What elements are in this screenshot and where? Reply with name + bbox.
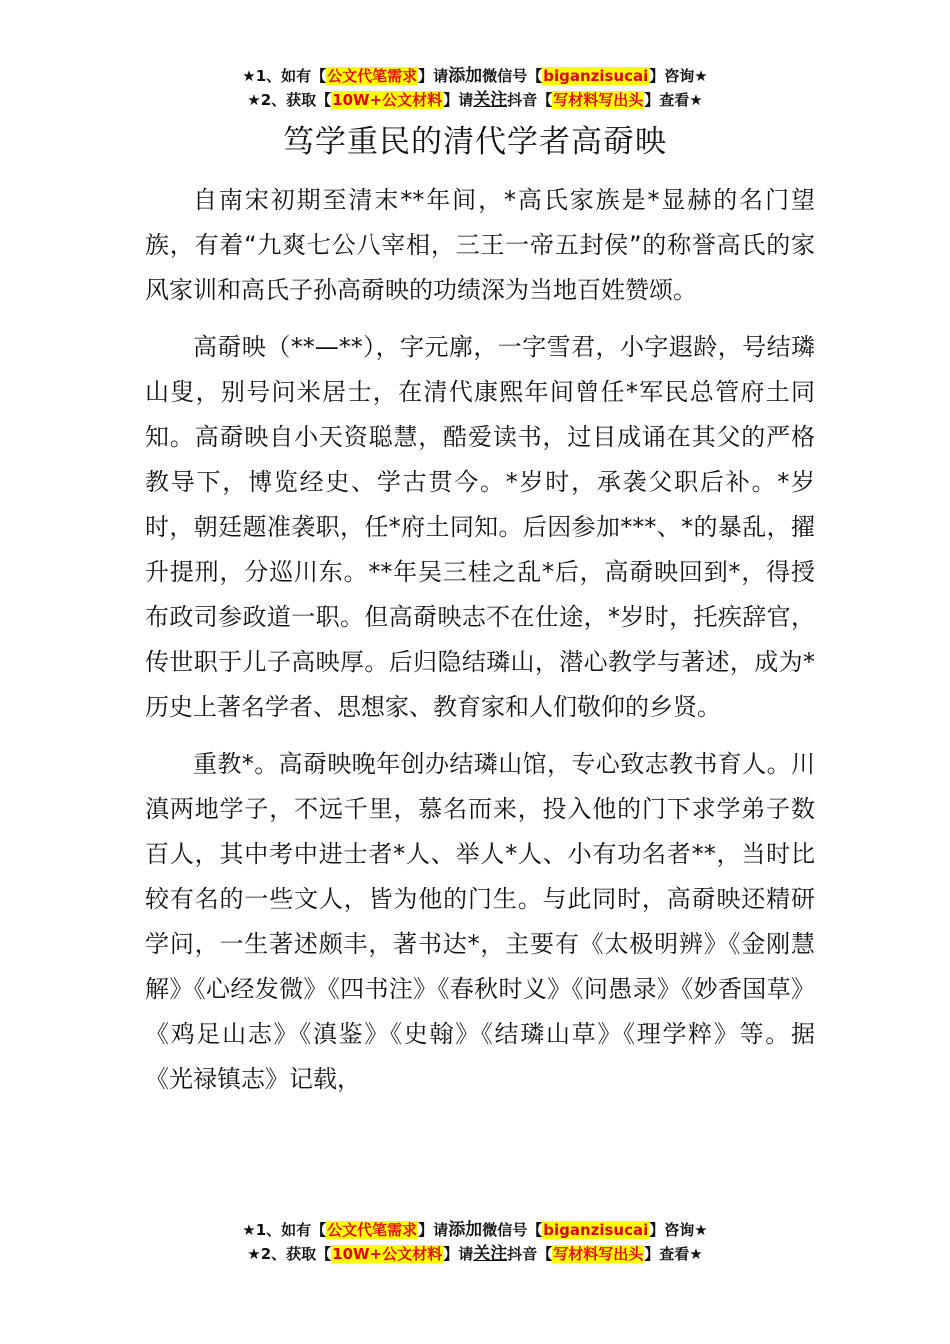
banner-text: 抖音【: [507, 91, 553, 109]
highlight-wechat-id: biganzisucai: [543, 1221, 649, 1239]
banner-emphasis: 关注: [473, 1244, 508, 1264]
banner-line-2: [0, 88, 950, 112]
banner-line-2: [0, 1242, 950, 1266]
banner-text: 】查看★: [644, 1245, 703, 1263]
banner-emphasis: 添加: [448, 66, 483, 86]
highlight-douyin-account: 写材料写出头: [553, 1245, 644, 1263]
banner-text: 微信号【: [482, 1221, 543, 1239]
banner-text: 】请: [418, 1221, 449, 1239]
banner-text: 】查看★: [644, 91, 703, 109]
highlight-service: 公文代笔需求: [327, 67, 418, 85]
highlight-materials: 10W+公文材料: [332, 91, 443, 109]
banner-text: 抖音【: [507, 1245, 553, 1263]
banner-text: 】请: [418, 67, 449, 85]
banner-emphasis: 关注: [473, 90, 508, 110]
banner-text: ★1、如有【: [242, 1221, 327, 1239]
banner-emphasis: 添加: [448, 1220, 483, 1240]
banner-text: ★2、获取【: [247, 91, 332, 109]
banner-line-1: [0, 64, 950, 88]
banner-text: ★1、如有【: [242, 67, 327, 85]
footer-banner: [0, 1218, 950, 1266]
banner-text: 】咨询★: [649, 1221, 708, 1239]
paragraph-intro: 自南宋初期至清末**年间，*高氏家族是*显赫的名门望族，有着“九爽七公八宰相，三王一帝五封侯”的称誉高氏的家风家训和高氏子孙高奣映的功绩深为当地百姓赞颂。: [145, 186, 815, 304]
banner-text: 】咨询★: [649, 67, 708, 85]
banner-line-1: [0, 1218, 950, 1242]
document-body: [145, 178, 815, 1114]
header-banner: [0, 64, 950, 112]
banner-text: 】请: [443, 1245, 474, 1263]
highlight-douyin-account: 写材料写出头: [553, 91, 644, 109]
paragraph-biography: 高奣映（**—**），字元廓，一字雪君，小字遐龄，号结璘山叟，别号问米居士，在清代康熙年间曾任*军民总管府土同知。高奣映自小天资聪慧，酷爱读书，过目成诵在其父的严格教导下，博览经史、学古贯今。*岁时，承袭父职后补。*岁时，朝廷题准袭职，任*府土同知。后因参加***、*的暴乱，擢升提刑，分巡川东。**年吴三桂之乱*后，高奣映回到*，得授布政司参政道一职。但高奣映志不在仕途，*岁时，托疾辞官，传世职于儿子高映厚。后归隐结璘山，潜心教学与著述，成为*历史上著名学者、思想家、教育家和人们敬仰的乡贤。: [145, 333, 815, 721]
highlight-service: 公文代笔需求: [327, 1221, 418, 1239]
banner-text: 】请: [443, 91, 474, 109]
highlight-materials: 10W+公文材料: [332, 1245, 443, 1263]
paragraph-education: 重教*。高奣映晚年创办结璘山馆，专心致志教书育人。川滇两地学子，不远千里，慕名而来，投入他的门下求学弟子数百人，其中考中进士者*人、举人*人、小有功名者**，当时比较有名的一些文人，皆为他的门生。与此同时，高奣映还精研学问，一生著述颇丰，著书达*，主要有《太极明辨》《金刚慧解》《心经发微》《四书注》《春秋时义》《问愚录》《妙香国草》《鸡足山志》《滇鉴》《史翰》《结璘山草》《理学粹》等。据《光禄镇志》记载，: [145, 750, 815, 1093]
highlight-wechat-id: biganzisucai: [543, 67, 649, 85]
document-title: 笃学重民的清代学者高奣映: [283, 124, 667, 160]
banner-text: 微信号【: [482, 67, 543, 85]
banner-text: ★2、获取【: [247, 1245, 332, 1263]
